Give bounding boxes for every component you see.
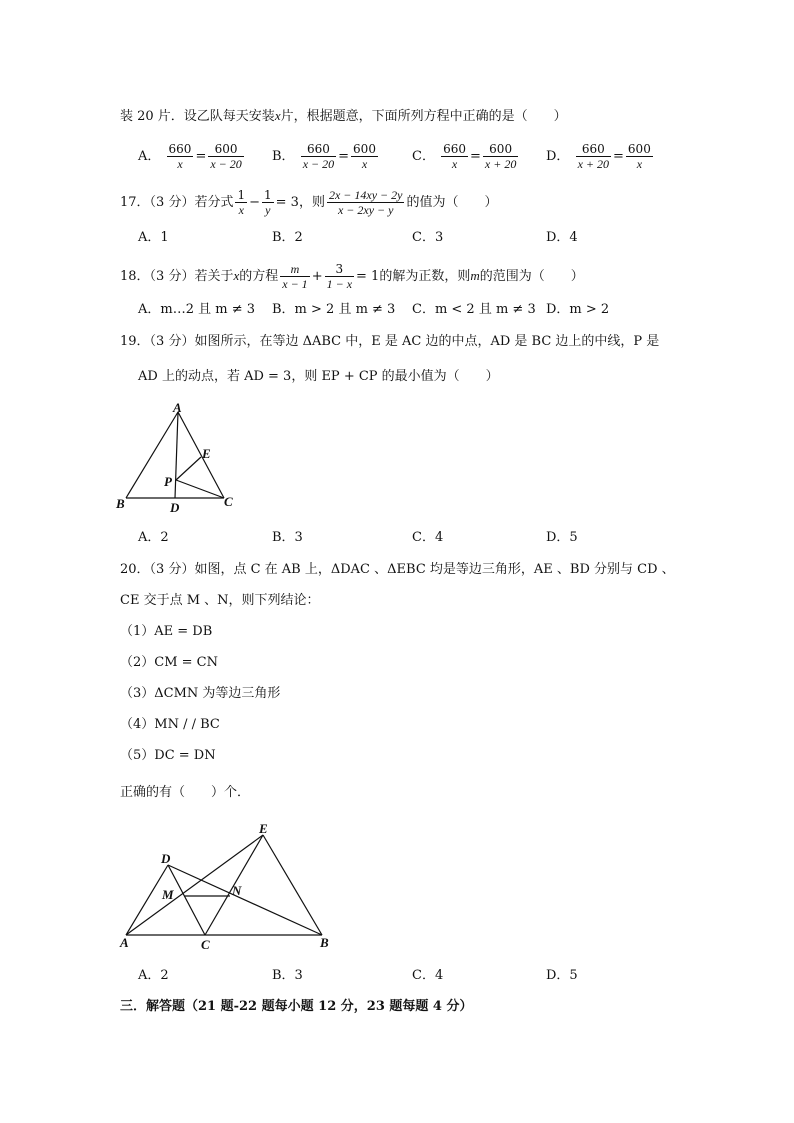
- q19-label-e: E: [202, 446, 211, 461]
- q17-option-d[interactable]: D．4: [546, 230, 578, 245]
- q20-segment-bd: [168, 865, 322, 935]
- q19-label-b: B: [116, 496, 125, 511]
- q20-label-d: D: [161, 851, 171, 866]
- q19-segment-pc: [176, 480, 224, 498]
- q20-answer-line: 正确的有（ ）个．: [120, 785, 251, 800]
- q19-option-d[interactable]: D．5: [546, 530, 578, 545]
- q17-option-b[interactable]: B．2: [272, 230, 303, 245]
- q18-option-c[interactable]: C．m < 2 且 m ≠ 3: [412, 302, 536, 317]
- q16-option-a[interactable]: A． $\frac{660}{x}$ = $\frac{600}{x - 20}$: [138, 142, 242, 171]
- q19-segment-pe: [176, 457, 201, 480]
- q16-option-b[interactable]: B． $\frac{660}{x - 20}$ = $\frac{600}{x}$: [272, 142, 376, 171]
- q18-option-d[interactable]: D．m > 2: [546, 302, 610, 317]
- q19-stem-line2: AD 上的动点，若 AD = 3，则 EP + CP 的最小值为（ ）: [138, 369, 499, 384]
- q19-label-p: P: [164, 474, 172, 489]
- q20-segment-ae: [126, 835, 263, 935]
- q19-figure: [112, 400, 247, 515]
- q20-label-m: M: [162, 887, 174, 902]
- q20-item-2: （2）CM = CN: [120, 655, 219, 670]
- q20-stem-line2: CE 交于点 M 、N，则下列结论：: [120, 593, 320, 608]
- q19-stem-line1: 19．（3 分）如图所示，在等边 ΔABC 中，E 是 AC 边的中点，AD 是 BC 边上的中线，P 是: [120, 334, 660, 349]
- q20-item-3: （3）ΔCMN 为等边三角形: [120, 686, 281, 701]
- q20-option-b[interactable]: B．3: [272, 968, 303, 983]
- q16-option-d[interactable]: D． $\frac{660}{x + 20}$ = $\frac{600}{x}$: [546, 142, 651, 171]
- q17-stem: 17．（3 分）若分式 $\frac{1}{x}$ − $\frac{1}{y}$ = 3，则 $\frac{2x - 14xy - 2y}{x - 2xy - y}$ 的值为（ ）: [120, 188, 498, 217]
- q16-option-c[interactable]: C． $\frac{660}{x}$ = $\frac{600}{x + 20}$: [412, 142, 517, 171]
- q19-median-ad: [175, 412, 178, 498]
- q17-option-c[interactable]: C．3: [412, 230, 444, 245]
- q19-label-c: C: [224, 494, 233, 509]
- q19-label-a: A: [173, 400, 182, 415]
- q20-item-5: （5）DC = DN: [120, 748, 216, 763]
- section3-heading: 三．解答题（21 题-22 题每小题 12 分，23 题每题 4 分）: [120, 999, 473, 1014]
- q18-option-b[interactable]: B．m > 2 且 m ≠ 3: [272, 302, 396, 317]
- q20-label-c: C: [201, 937, 210, 952]
- q20-item-1: （1）AE = DB: [120, 624, 213, 639]
- q20-label-a: A: [120, 935, 129, 950]
- q20-stem-line1: 20．（3 分）如图，点 C 在 AB 上，ΔDAC 、ΔEBC 均是等边三角形，AE 、BD 分别与 CD 、: [120, 562, 675, 577]
- q20-figure: [112, 815, 342, 955]
- q16-continuation: 装 20 片．设乙队每天安装x片，根据题意，下面所列方程中正确的是（ ）: [120, 108, 567, 124]
- q19-option-a[interactable]: A．2: [138, 530, 169, 545]
- q20-label-e: E: [259, 821, 268, 836]
- q19-label-d: D: [170, 500, 180, 515]
- q17-option-a[interactable]: A．1: [138, 230, 169, 245]
- q20-label-n: N: [232, 883, 242, 898]
- q20-option-d[interactable]: D．5: [546, 968, 578, 983]
- q20-option-c[interactable]: C．4: [412, 968, 444, 983]
- q18-stem: 18．（3 分）若关于x的方程 $\frac{m}{x - 1}$ + $\frac{3}{1 - x}$ = 1的解为正数，则m的范围为（ ）: [120, 262, 584, 291]
- q19-side-ac: [178, 412, 224, 498]
- q20-item-4: （4）MN / / BC: [120, 717, 220, 732]
- q18-option-a[interactable]: A．m…2 且 m ≠ 3: [138, 302, 256, 317]
- q19-option-b[interactable]: B．3: [272, 530, 303, 545]
- q20-side-eb: [263, 835, 322, 935]
- q20-option-a[interactable]: A．2: [138, 968, 169, 983]
- q20-label-b: B: [320, 935, 329, 950]
- q19-option-c[interactable]: C．4: [412, 530, 444, 545]
